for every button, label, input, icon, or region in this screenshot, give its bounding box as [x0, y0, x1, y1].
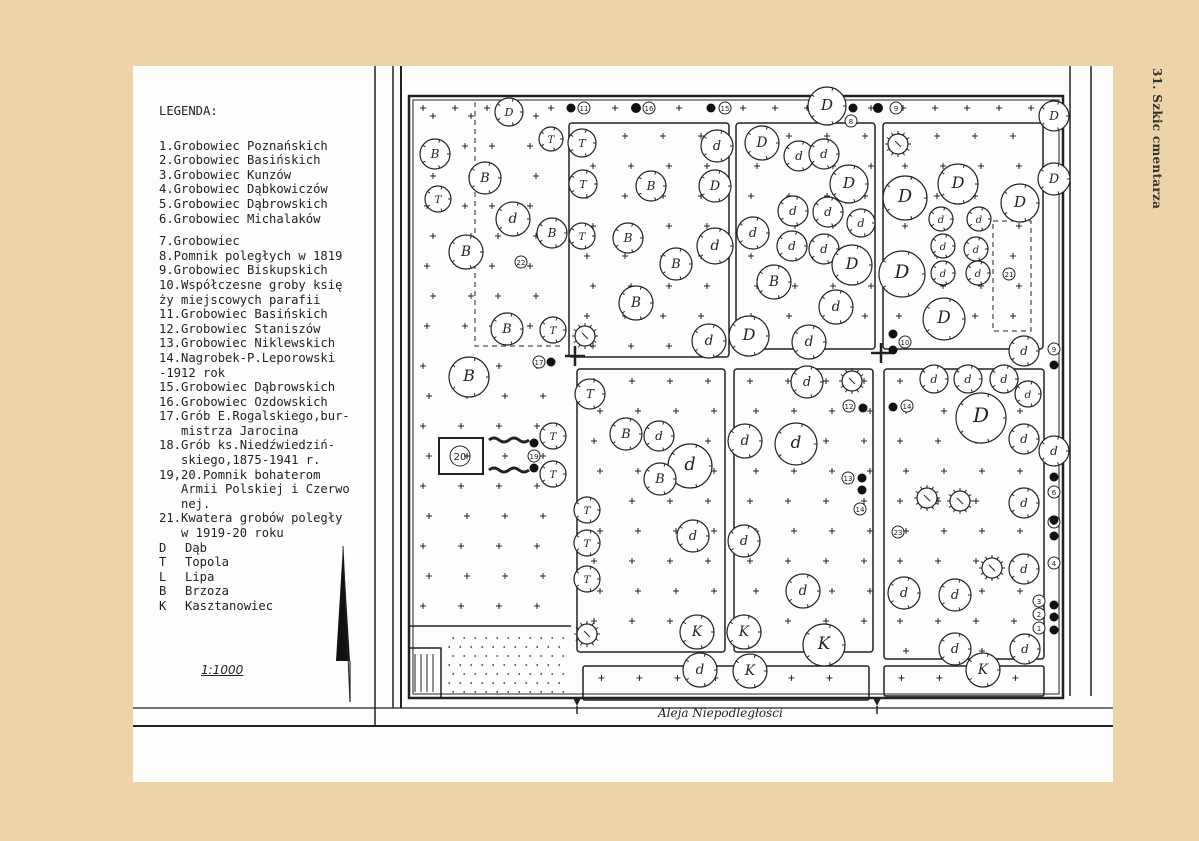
tree-icon	[496, 202, 530, 236]
tree-icon	[613, 223, 643, 253]
tree-icon	[813, 197, 843, 227]
monument-number: 16	[644, 105, 654, 113]
tree-label: d	[748, 226, 758, 241]
tree-icon	[830, 165, 868, 203]
legend-item: ży miejscowych parafii	[159, 292, 321, 307]
legend-abbreviation	[159, 555, 389, 570]
tree-icon	[449, 357, 489, 397]
tree-icon	[574, 566, 600, 592]
tree-icon	[775, 423, 817, 465]
tree-label: T	[583, 538, 591, 550]
tree-icon	[1009, 424, 1039, 454]
tree-label: d	[695, 662, 705, 678]
tree-label: K	[744, 663, 756, 679]
tree-label: T	[549, 431, 557, 443]
chapel-building	[409, 648, 441, 698]
tree-icon	[808, 87, 846, 125]
tree-label: K	[691, 624, 703, 640]
tree-label: T	[578, 231, 586, 243]
tree-icon	[540, 461, 566, 487]
tree-icon	[636, 171, 666, 201]
legend-item: 2.Grobowiec Basińskich	[159, 153, 321, 168]
legend-abbreviation	[159, 599, 389, 614]
legend-abbreviation	[159, 570, 389, 585]
tree-icon	[677, 520, 709, 552]
tree-label: D	[972, 403, 990, 427]
tree-label: D	[709, 179, 721, 194]
abbreviation-value: Dąb	[185, 540, 208, 555]
tree-label: B	[480, 171, 490, 186]
abbreviation-key: D	[159, 540, 167, 555]
tree-icon	[1010, 634, 1040, 664]
dotted-area	[448, 637, 564, 693]
tree-label: B	[502, 322, 512, 337]
tree-icon	[420, 139, 450, 169]
tree-label: d	[1024, 389, 1032, 401]
tree-icon	[697, 228, 733, 264]
legend-item: -1912 rok	[159, 365, 226, 380]
legend-item: 15.Grobowiec Dąbrowskich	[159, 380, 336, 395]
legend-item: 11.Grobowiec Basińskich	[159, 307, 328, 322]
tree-label: K	[977, 662, 989, 678]
tree-label: d	[1020, 496, 1028, 510]
tree-icon	[569, 170, 597, 198]
tree-label: B	[547, 226, 557, 240]
legend-item: 5.Grobowiec Dąbrowskich	[159, 196, 328, 211]
tree-icon	[879, 251, 925, 297]
tree-icon	[574, 497, 600, 523]
tree-label: T	[549, 325, 557, 337]
legend-item: 12.Grobowiec Staniszów	[159, 321, 321, 336]
tree-label: B	[463, 366, 475, 385]
tree-icon	[939, 633, 971, 665]
chestnut-icon	[885, 131, 911, 157]
tree-label: D	[894, 262, 910, 283]
tree-icon	[883, 176, 927, 220]
monument-marker	[719, 102, 731, 114]
legend-item: 4.Grobowiec Dąbkowiczów	[159, 182, 328, 197]
tree-label: d	[950, 642, 960, 657]
abbreviation-value: Lipa	[185, 569, 215, 584]
monument-number: 13	[843, 475, 853, 483]
abbreviation-value: Kasztanowiec	[185, 599, 274, 613]
tree-label: d	[899, 586, 909, 601]
tree-label: D	[951, 173, 965, 192]
tree-label: T	[434, 194, 442, 206]
monument-number: 19	[529, 453, 539, 461]
tree-icon	[931, 234, 955, 258]
monument-marker	[901, 400, 913, 412]
tree-icon	[888, 577, 920, 609]
monument-marker	[843, 400, 855, 412]
tree-icon	[966, 653, 1000, 687]
legend-item: skiego,1875-1941 r.	[159, 453, 321, 468]
tree-icon	[540, 317, 566, 343]
legend-title: LEGENDA:	[159, 104, 218, 118]
tree-icon	[1039, 101, 1069, 131]
abbreviation-value: Topola	[185, 555, 230, 570]
monument-marker	[1048, 343, 1060, 355]
tree-label: d	[655, 429, 663, 443]
legend-gap	[159, 226, 389, 234]
legend-item: 14.Nagrobek-P.Leporowski	[159, 350, 336, 365]
tree-icon	[819, 290, 853, 324]
tree-label: T	[549, 469, 557, 481]
tree-icon	[964, 237, 988, 261]
tree-icon	[537, 218, 567, 248]
tree-icon	[791, 366, 823, 398]
monument-marker	[1033, 608, 1045, 620]
tree-icon	[737, 217, 769, 249]
tree-icon	[832, 245, 872, 285]
tree-label: d	[710, 238, 720, 254]
tree-icon	[920, 365, 948, 393]
tree-icon	[644, 463, 676, 495]
tree-label: D	[1048, 172, 1060, 187]
legend-item: 3.Grobowiec Kunzów	[159, 167, 292, 182]
tree-label: d	[820, 147, 828, 161]
tree-label: D	[845, 254, 859, 273]
abbreviation-key: K	[159, 599, 167, 613]
tree-label: B	[671, 257, 681, 272]
tree-label: D	[842, 174, 856, 192]
tree-icon	[1039, 436, 1069, 466]
monument-20	[439, 438, 529, 474]
tree-label: d	[974, 269, 982, 280]
tree-label: T	[583, 574, 591, 586]
tree-icon	[644, 421, 674, 451]
tree-icon	[954, 365, 982, 393]
tree-icon	[956, 393, 1006, 443]
legend	[159, 104, 389, 614]
monument-number: 12	[844, 403, 854, 411]
tree-label: T	[547, 135, 555, 146]
tree-icon	[967, 207, 991, 231]
monument-number: 14	[902, 403, 912, 411]
avenue-label: Aleja Niepodległości	[658, 706, 783, 720]
tree-label: d	[704, 333, 714, 349]
monument-number: 8	[848, 118, 854, 126]
tree-label: d	[820, 242, 828, 256]
tree-label: d	[790, 432, 802, 452]
tree-icon	[728, 525, 760, 557]
tree-icon	[1009, 488, 1039, 518]
tree-label: d	[795, 149, 803, 163]
monument-marker	[890, 102, 902, 114]
monument-number: 17	[534, 359, 544, 367]
legend-item: 6.Grobowiec Michalaków	[159, 211, 321, 226]
tree-icon	[938, 164, 978, 204]
tree-icon	[574, 530, 600, 556]
chestnut-icon	[839, 368, 865, 394]
monument-number: 15	[720, 105, 730, 113]
monument-marker	[578, 102, 590, 114]
legend-item: 9.Grobowiec Biskupskich	[159, 263, 328, 278]
monument-marker	[515, 256, 527, 268]
cross-path-markers	[565, 343, 891, 366]
chestnut-icon	[914, 485, 940, 511]
monument-marker	[1033, 622, 1045, 634]
legend-abbreviations	[159, 541, 389, 614]
tree-label: B	[631, 295, 641, 311]
tree-icon	[539, 127, 563, 151]
abbreviation-key: T	[159, 555, 167, 570]
tree-icon	[540, 423, 566, 449]
tree-label: d	[798, 583, 808, 599]
tree-label: d	[972, 245, 980, 256]
monument-marker	[643, 102, 655, 114]
monument-number: 14	[855, 506, 865, 514]
tree-icon	[1015, 381, 1041, 407]
tree-label: d	[804, 334, 814, 350]
monument-number: 21	[1004, 271, 1014, 279]
tree-icon	[619, 286, 653, 320]
tree-label: d	[508, 211, 518, 227]
tree-label: K	[738, 624, 750, 640]
tree-icon	[847, 209, 875, 237]
tree-label: d	[975, 215, 983, 226]
tree-label: K	[817, 633, 831, 653]
tree-label: D	[1013, 193, 1027, 211]
monument-number: 10	[900, 339, 910, 347]
legend-item: Armii Polskiej i Czerwo	[159, 482, 350, 497]
tree-icon	[495, 98, 523, 126]
monument-marker	[892, 526, 904, 538]
tree-label: T	[583, 505, 591, 517]
tree-icon	[660, 248, 692, 280]
monument-20-label: 20	[453, 452, 467, 463]
monument-number: 9	[893, 105, 899, 113]
legend-abbreviation	[159, 541, 389, 556]
tree-label: d	[788, 239, 796, 253]
tree-label: T	[585, 387, 595, 401]
legend-item: 13.Grobowiec Niklewskich	[159, 336, 336, 351]
legend-list-b	[159, 234, 389, 540]
tree-label: d	[939, 269, 947, 280]
tree-icon	[1001, 184, 1039, 222]
monument-marker	[845, 115, 857, 127]
tree-icon	[569, 223, 595, 249]
tree-icon	[939, 579, 971, 611]
trees-layer	[420, 87, 1070, 688]
legend-item: 10.Współczesne groby księ	[159, 277, 343, 292]
tree-label: B	[461, 244, 471, 260]
tree-icon	[491, 313, 523, 345]
tree-label: B	[646, 179, 656, 193]
legend-abbreviation	[159, 584, 389, 599]
tree-icon	[777, 231, 807, 261]
tree-label: d	[1020, 562, 1028, 576]
monument-marker	[1048, 557, 1060, 569]
tree-icon	[792, 325, 826, 359]
legend-item: 18.Grób ks.Niedźwiedziń-	[159, 438, 336, 453]
legend-item: 1.Grobowiec Poznańskich	[159, 138, 328, 153]
tree-icon	[778, 196, 808, 226]
tree-icon	[469, 162, 501, 194]
tree-label: D	[756, 135, 768, 151]
tree-label: d	[712, 139, 722, 154]
tree-label: B	[623, 231, 633, 245]
tree-label: d	[789, 204, 797, 218]
scale-label: 1:1000	[201, 663, 244, 677]
legend-item: 7.Grobowiec	[159, 234, 240, 249]
tree-label: d	[739, 534, 749, 549]
tree-label: d	[1021, 642, 1029, 656]
tree-label: d	[824, 205, 832, 219]
tree-label: D	[1049, 109, 1059, 123]
tree-label: d	[950, 588, 960, 603]
tree-icon	[692, 324, 726, 358]
monument-number: 11	[579, 105, 589, 113]
legend-item: 8.Pomnik poległych w 1819	[159, 248, 343, 263]
tree-label: d	[930, 373, 938, 386]
legend-item: 17.Grób E.Rogalskiego,bur-	[159, 409, 350, 424]
tree-label: d	[688, 529, 698, 544]
tree-icon	[683, 653, 717, 687]
tree-icon	[449, 235, 483, 269]
monument-number: 22	[516, 259, 526, 267]
tree-label: D	[937, 307, 951, 327]
tree-label: d	[740, 433, 750, 449]
tree-label: D	[504, 106, 514, 119]
tree-icon	[923, 298, 965, 340]
tree-icon	[803, 624, 845, 666]
tree-label: D	[742, 325, 756, 344]
chestnut-icon	[947, 488, 973, 514]
tree-icon	[680, 615, 714, 649]
legend-list-a	[159, 139, 389, 227]
monument-number: 23	[893, 529, 903, 537]
legend-item: mistrza Jarocina	[159, 423, 299, 438]
tree-icon	[990, 365, 1018, 393]
chestnut-icon	[979, 555, 1005, 581]
tree-label: d	[684, 455, 696, 475]
legend-item: nej.	[159, 496, 211, 511]
tree-icon	[728, 424, 762, 458]
legend-item: 21.Kwatera grobów poległy	[159, 511, 343, 526]
monument-marker	[854, 503, 866, 515]
tree-icon	[727, 615, 761, 649]
tree-label: d	[964, 373, 972, 386]
tree-icon	[1009, 336, 1039, 366]
monument-marker	[1048, 486, 1060, 498]
tree-label: d	[831, 299, 841, 315]
tree-label: D	[897, 187, 913, 207]
tree-label: d	[939, 242, 947, 253]
monument-number: 2	[1036, 611, 1042, 619]
chestnut-icon	[574, 621, 600, 647]
tree-label: d	[1050, 444, 1058, 458]
monument-marker	[842, 472, 854, 484]
map-sheet	[133, 66, 1113, 782]
tree-icon	[575, 379, 605, 409]
tree-icon	[931, 261, 955, 285]
legend-item: w 1919-20 roku	[159, 526, 284, 541]
tree-label: d	[857, 217, 865, 230]
tree-icon	[701, 130, 733, 162]
monument-number: 1	[1036, 625, 1042, 633]
monument-marker	[1033, 595, 1045, 607]
monument-number: 6	[1051, 489, 1057, 497]
tree-icon	[786, 574, 820, 608]
tree-icon	[966, 261, 990, 285]
monument-marker	[533, 356, 545, 368]
tree-icon	[425, 186, 451, 212]
tree-label: d	[802, 375, 812, 390]
monument-marker	[528, 450, 540, 462]
tree-icon	[1038, 163, 1070, 195]
tree-label: B	[769, 274, 779, 290]
tree-label: B	[430, 147, 440, 161]
tree-icon	[809, 139, 839, 169]
tree-icon	[929, 207, 953, 231]
side-title: 31. Szkic cmentarza	[1150, 68, 1164, 210]
tree-icon	[729, 316, 769, 356]
monument-number: 3	[1036, 598, 1042, 606]
abbreviation-key: B	[159, 584, 167, 599]
monument-marker	[899, 336, 911, 348]
tree-label: B	[621, 427, 631, 442]
monument-marker	[1003, 268, 1015, 280]
tree-label: T	[578, 137, 586, 150]
tree-label: d	[1000, 373, 1008, 386]
tree-icon	[568, 129, 596, 157]
tree-label: D	[820, 96, 834, 114]
tree-label: d	[937, 215, 945, 226]
tree-icon	[745, 126, 779, 160]
monument-number: 9	[1051, 346, 1057, 354]
tree-icon	[757, 265, 791, 299]
tree-label: d	[1020, 432, 1028, 446]
tree-icon	[610, 418, 642, 450]
tree-label: T	[579, 178, 587, 191]
monument-number: 4	[1051, 560, 1057, 568]
tree-icon	[699, 170, 731, 202]
abbreviation-key: L	[159, 569, 167, 584]
tree-label: B	[655, 472, 665, 487]
abbreviation-value: Brzoza	[185, 584, 230, 599]
tree-icon	[1009, 554, 1039, 584]
tree-label: d	[1020, 344, 1028, 358]
chestnut-icon	[572, 323, 598, 349]
tree-icon	[733, 654, 767, 688]
legend-item: 19,20.Pomnik bohaterom	[159, 467, 321, 482]
legend-item: 16.Grobowiec Ozdowskich	[159, 394, 328, 409]
